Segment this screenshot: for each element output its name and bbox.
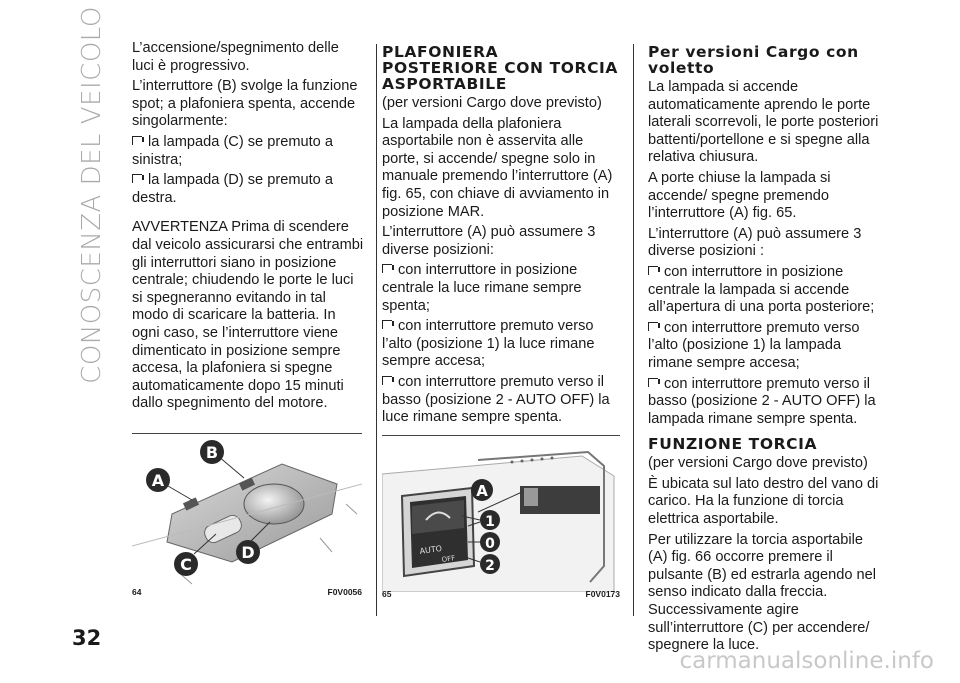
section-heading: FUNZIONE TORCIA [648, 435, 818, 454]
paragraph: (per versioni Cargo dove previsto) [382, 95, 602, 111]
watermark: carmanualsonline.info [679, 648, 934, 674]
column-3 [648, 40, 884, 658]
figure-64 [132, 433, 362, 604]
label-a: A [476, 481, 488, 500]
section-heading: PLAFONIERA POSTERIORE CON TORCIA ASPORTABILE [382, 43, 619, 93]
warning-text: AVVERTENZA Prima di scendere dal veicolo assicurarsi che entrambi gli interruttori siano in posizione centrale; chiudendo le porte le luci si spegneranno evitando in tal modo di scaricare la batteria. In ogni caso, se l’interruttore viene dimenticato in posizione sempre accesa, la plafoniera si spegne automaticamente dopo 15 minuti dallo spegnimento del motore. [132, 219, 364, 412]
paragraph: L’interruttore (B) svolge la funzione spot; a plafoniera spenta, accende singolarmente: [132, 78, 358, 130]
paragraph: Per utilizzare la torcia asportabile (A) fig. 66 occorre premere il pulsante (B) ed estrarla agendo nel senso indicato dalla freccia. Successivamente agire sull’interruttore (C) per accendere/ spegnere la luce. [648, 531, 876, 654]
rear-light-switch-illustration [382, 436, 620, 592]
bullet-item: con interruttore premuto verso l’alto (posizione 1) la luce rimane sempre accesa; [382, 318, 595, 370]
section-title: CONOSCENZA DEL VEICOLO [77, 6, 107, 384]
figure-number: 65 [382, 589, 392, 600]
column-divider [376, 44, 377, 616]
paragraph: La lampada della plafoniera asportabile non è asservita alle porte, si accende/ spegne solo in manuale premendo l’interruttore (A) fig. 65, con chiave di avviamento in posizione MAR. [382, 115, 613, 220]
switch-label-auto: AUTO [419, 543, 443, 556]
bullet-item: con interruttore premuto verso il basso (posizione 2 - AUTO OFF) la luce rimane sempre spenta. [382, 373, 610, 426]
section-heading: Per versioni Cargo con voletto [648, 43, 859, 77]
bullet-icon [382, 376, 392, 385]
bullet-item: la lampada (C) se premuto a sinistra; [132, 133, 333, 168]
bullet-item: la lampada (D) se premuto a destra. [132, 172, 333, 206]
label-b: B [205, 442, 219, 462]
ceiling-light-illustration [132, 434, 362, 590]
figure-caption [382, 589, 620, 606]
bullet-item: con interruttore in posizione centrale la luce rimane sempre spenta; [382, 262, 582, 314]
bullet-icon [132, 136, 142, 145]
bullet-icon [382, 320, 392, 329]
label-a: A [151, 470, 165, 490]
bullet-item: con interruttore premuto verso il basso (posizione 2 - AUTO OFF) la lampada rimane sempre spenta. [648, 375, 876, 427]
paragraph: L’accensione/spegnimento delle luci è progressivo. [132, 40, 339, 74]
paragraph: L’interruttore (A) può assumere 3 diverse posizioni : [648, 225, 862, 260]
label-2: 2 [485, 557, 495, 574]
paragraph: (per versioni Cargo dove previsto) [648, 455, 868, 472]
bullet-icon [132, 174, 142, 183]
paragraph: A porte chiuse la lampada si accende/ spegne premendo l’interruttore (A) fig. 65. [648, 169, 831, 222]
bullet-icon [382, 264, 392, 273]
label-1: 1 [485, 513, 495, 530]
switch-label-off: OFF [441, 553, 456, 564]
bullet-icon [648, 322, 658, 331]
figure-number: 64 [132, 587, 142, 598]
figure-65 [382, 435, 620, 606]
figure-code: F0V0056 [327, 587, 362, 598]
label-0: 0 [485, 535, 495, 552]
column-divider [633, 44, 634, 616]
bullet-icon [648, 266, 658, 275]
paragraph: La lampada si accende automaticamente aprendo le porte laterali scorrevoli, le porte posteriori battenti/portellone e si spegne alla relativa chiusura. [648, 79, 879, 166]
paragraph: L’interruttore (A) può assumere 3 diverse posizioni: [382, 224, 596, 258]
bullet-icon [648, 378, 658, 387]
figure-caption [132, 587, 362, 604]
bullet-item: con interruttore premuto verso l’alto (posizione 1) la lampada rimane sempre accesa; [648, 319, 860, 371]
label-c: C [180, 554, 192, 574]
column-2 [382, 40, 620, 606]
column-1 [132, 40, 364, 604]
label-d: D [241, 542, 255, 562]
bullet-item: con interruttore in posizione centrale la lampada si accende all’apertura di una porta posteriore; [648, 263, 875, 316]
page-number: 32 [72, 626, 102, 650]
paragraph: È ubicata sul lato destro del vano di carico. Ha la funzione di torcia elettrica asportabile. [648, 475, 879, 528]
figure-code: F0V0173 [585, 589, 620, 600]
